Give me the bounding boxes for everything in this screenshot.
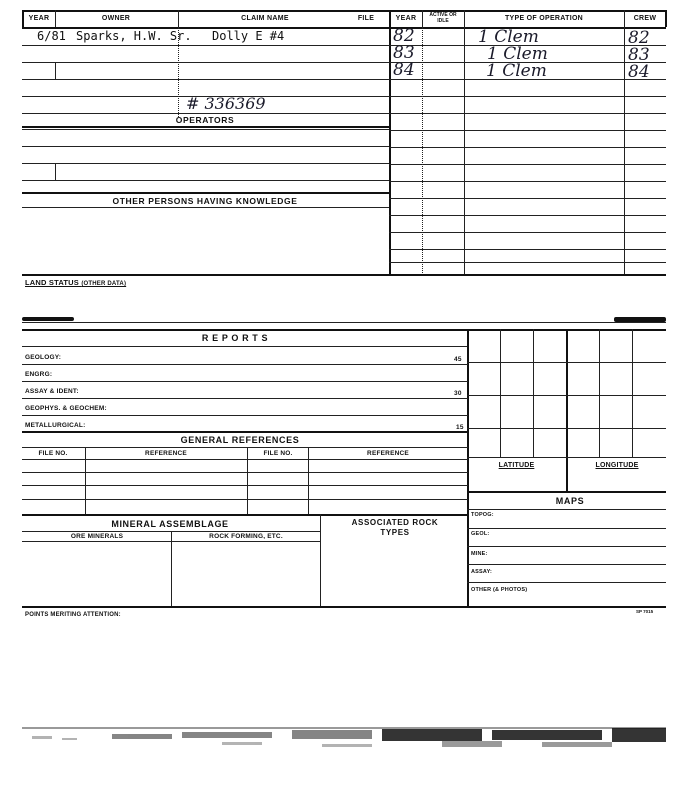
associated-rock-types-title: ASSOCIATED ROCK TYPES [351, 518, 439, 537]
header-type-of-operation: TYPE OF OPERATION [504, 15, 584, 22]
divider-left-mark [22, 317, 74, 321]
ref-reference-1: REFERENCE [145, 450, 187, 457]
activity-year-3: 84 [393, 60, 415, 80]
activity-year-2: 83 [393, 43, 415, 63]
map-other: OTHER (& PHOTOS) [471, 587, 528, 593]
map-geol: GEOL: [471, 531, 490, 537]
map-topog: TOPOG: [471, 512, 494, 518]
header-file: FILE [357, 15, 375, 22]
reports-title: R E P O R T S [201, 333, 269, 343]
header-claim-name: CLAIM NAME [241, 15, 289, 22]
report-geology-num: 45 [454, 356, 462, 363]
scan-artifact-strip [22, 726, 666, 758]
operators-title: OPERATORS [175, 115, 235, 125]
activity-year-1: 82 [393, 26, 415, 46]
report-geology: GEOLOGY: [25, 354, 62, 361]
header-owner: OWNER [101, 15, 131, 22]
owner-row-claim: Dolly E #4 [212, 29, 285, 43]
land-status-label: LAND STATUS [25, 278, 80, 287]
activity-crew-2: 83 [628, 45, 650, 65]
header-year: YEAR [28, 15, 50, 22]
ref-file-no-2: FILE NO. [263, 450, 293, 457]
points-meriting-attention: POINTS MERITING ATTENTION: [25, 612, 121, 618]
header-active-idle: ACTIVE OR IDLE [429, 12, 457, 24]
ref-file-no-1: FILE NO. [38, 450, 68, 457]
report-metallurgical: METALLURGICAL: [25, 422, 86, 429]
other-persons-title: OTHER PERSONS HAVING KNOWLEDGE [112, 196, 298, 206]
ore-minerals-header: ORE MINERALS [70, 533, 124, 540]
report-engrg: ENGRG: [25, 371, 53, 378]
header-crew: CREW [633, 15, 657, 22]
maps-title: MAPS [555, 496, 585, 506]
latitude-label: LATITUDE [498, 462, 535, 469]
activity-crew-1: 82 [628, 28, 650, 48]
ref-reference-2: REFERENCE [367, 450, 409, 457]
activity-crew-3: 84 [628, 62, 650, 82]
map-mine: MINE: [471, 551, 488, 557]
report-assay-num: 30 [454, 390, 462, 397]
land-status-sub: (OTHER DATA) [81, 281, 127, 287]
form-number: SP 7015 [636, 609, 654, 614]
activity-operation-1: 1 Clem [478, 27, 539, 47]
header-year-2: YEAR [395, 15, 417, 22]
owner-row-year: 6/81 [37, 29, 66, 43]
map-assay: ASSAY: [471, 569, 493, 575]
land-status-title [25, 278, 126, 287]
activity-operation-3: 1 Clem [486, 61, 547, 81]
report-assay: ASSAY & IDENT: [25, 388, 79, 395]
activity-operation-2: 1 Clem [487, 44, 548, 64]
rock-forming-header: ROCK FORMING, ETC. [209, 533, 283, 540]
report-geophys: GEOPHYS. & GEOCHEM: [25, 405, 107, 412]
mineral-assemblage-title: MINERAL ASSEMBLAGE [111, 519, 229, 529]
longitude-label: LONGITUDE [595, 462, 639, 469]
owner-row-owner: Sparks, H.W. Sr. [76, 29, 192, 43]
general-references-title: GENERAL REFERENCES [180, 435, 300, 445]
report-metallurgical-num: 15 [456, 424, 464, 431]
handwritten-file-number: # 336369 [186, 94, 266, 113]
